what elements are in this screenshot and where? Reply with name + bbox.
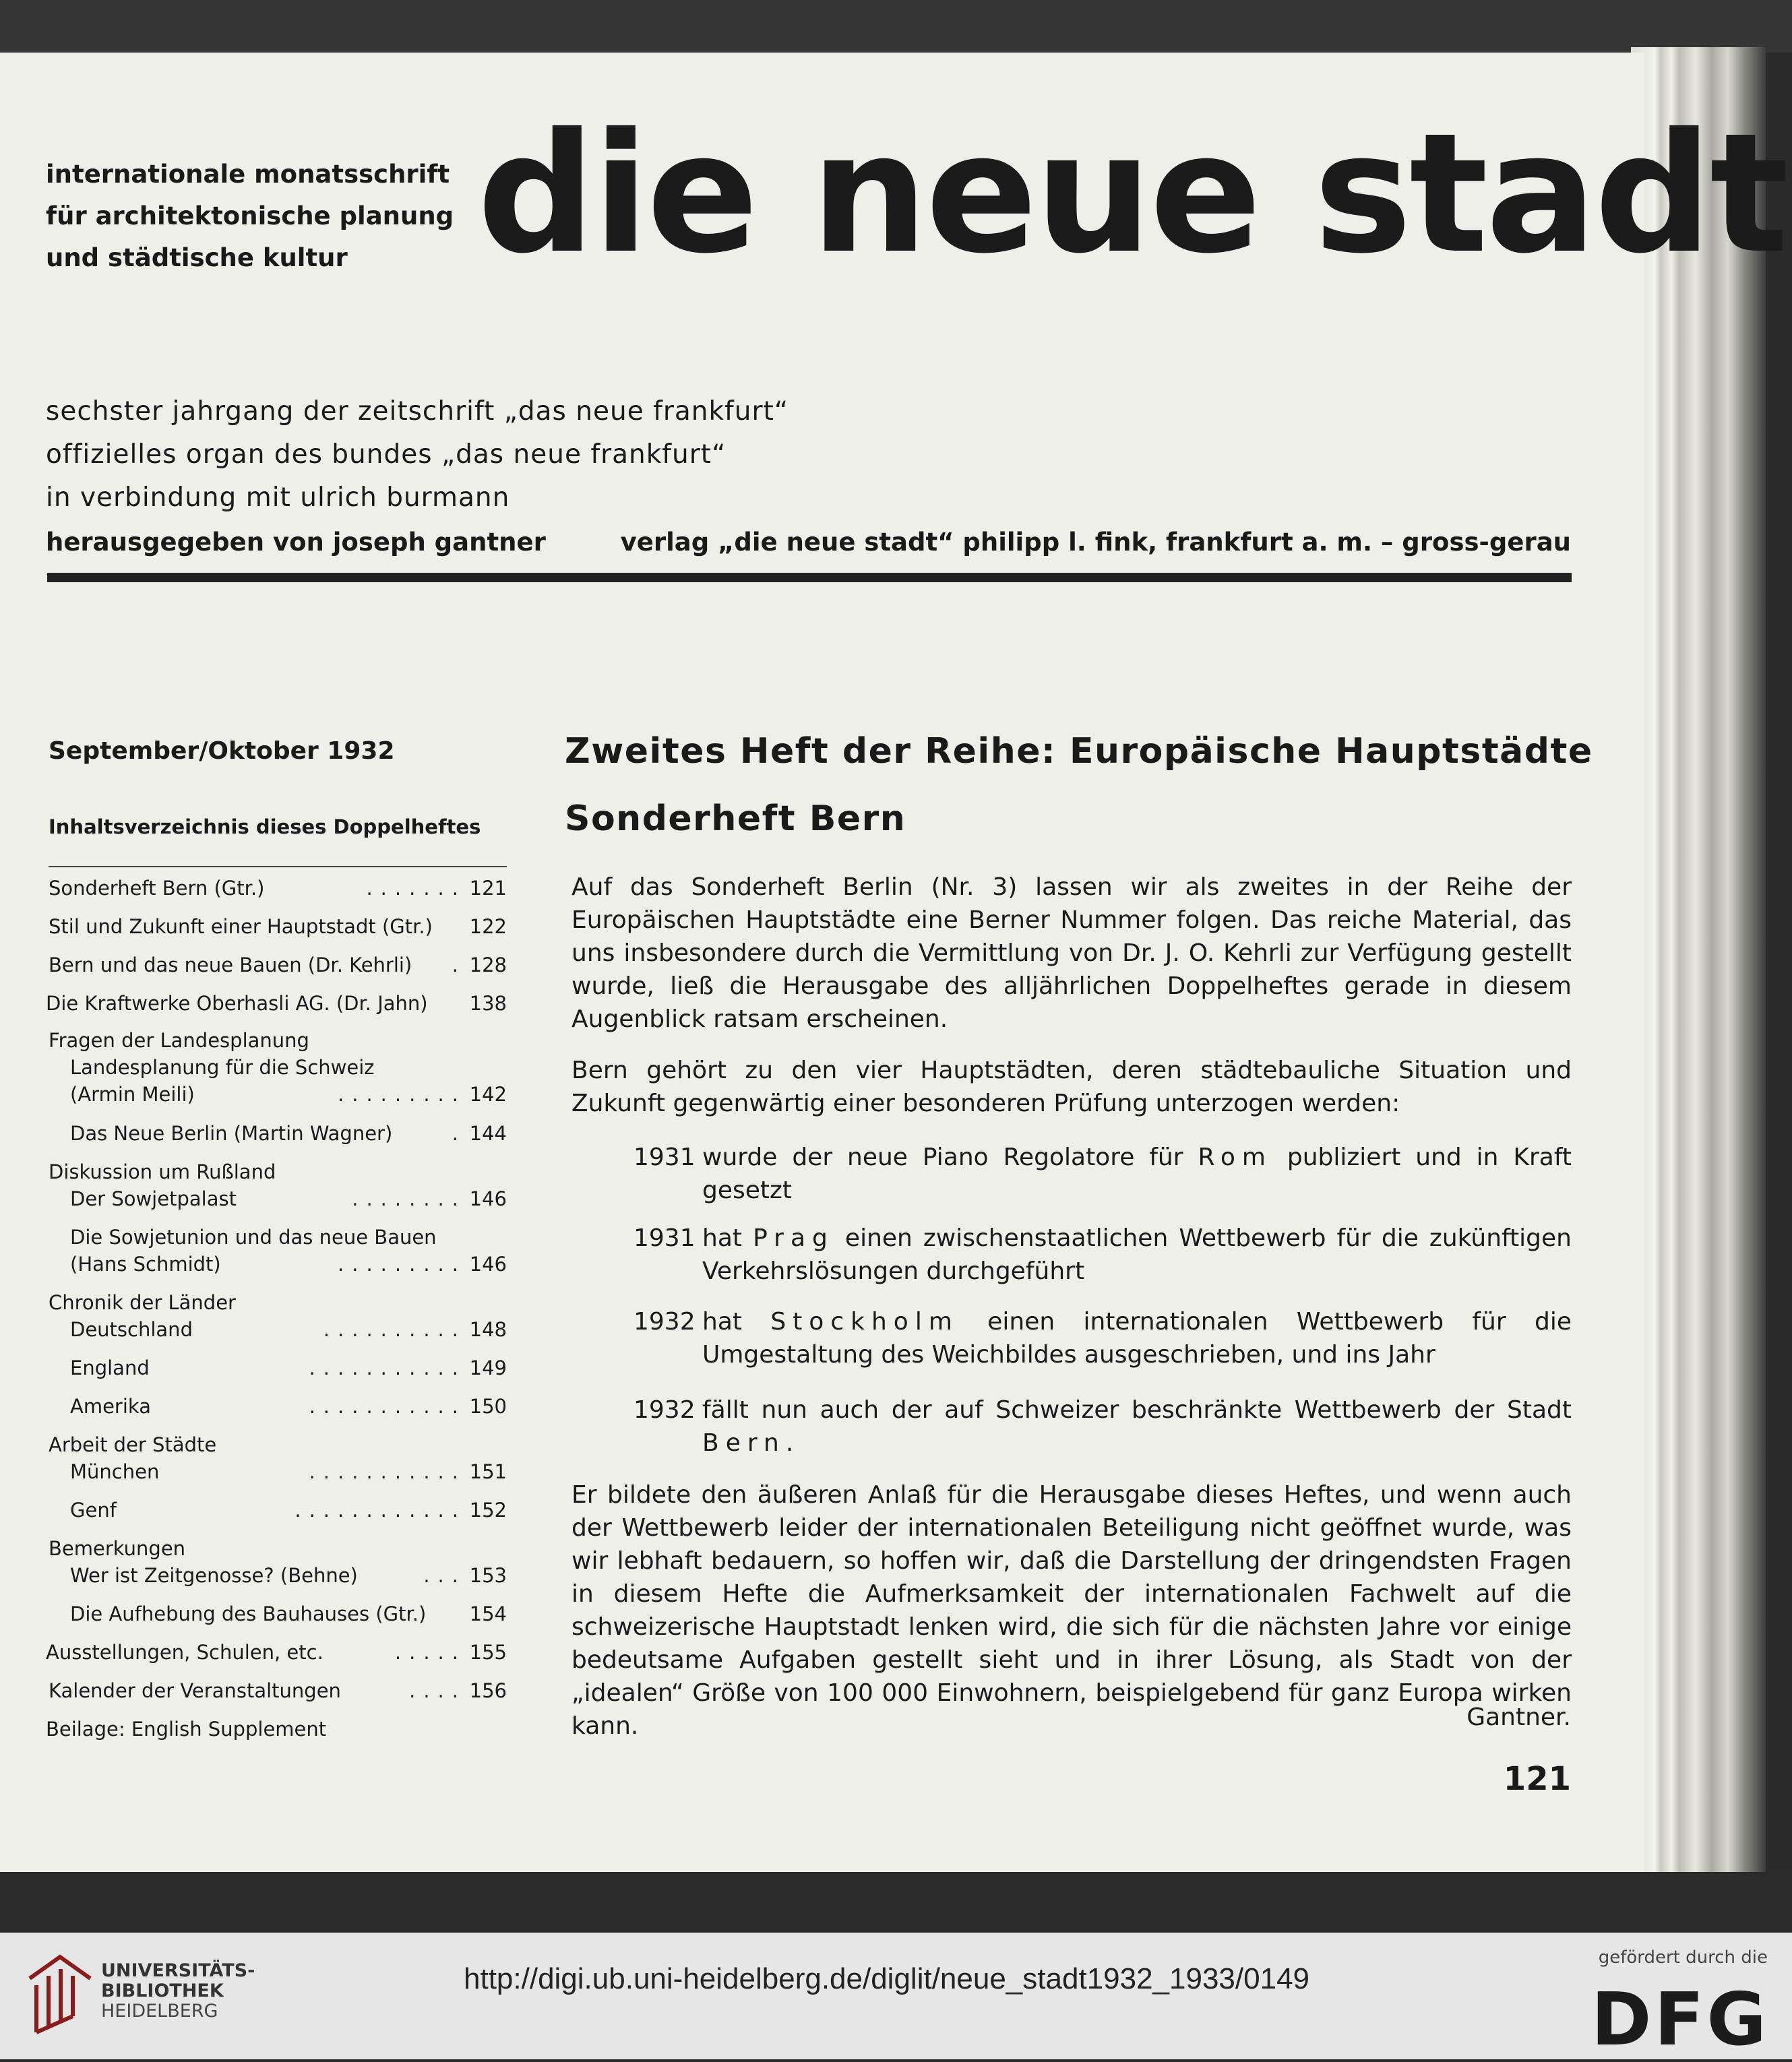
- timeline-item: 1932 hat Stockholm einen internationalen Wettbewerb für die Umgestaltung des Weichbildes ausgeschrieben, und ins Jahr: [634, 1305, 1572, 1371]
- article-paragraph: Bern gehört zu den vier Hauptstädten, deren städtebauliche Situation und Zukunft gegenwärtig einer besonderen Prüfung unterzogen werden:: [571, 1057, 1572, 1117]
- permalink-url[interactable]: http://digi.ub.uni-heidelberg.de/diglit/neue_stadt1932_1933/0149: [464, 1962, 1310, 1995]
- university-library-name: UNIVERSITÄTS- BIBLIOTHEK HEIDELBERG: [101, 1960, 255, 2022]
- subtitle-line: und städtische kultur: [46, 243, 348, 272]
- scan-background-bottom: [0, 1872, 1792, 1933]
- page-number: 121: [1503, 1760, 1571, 1798]
- subtitle-line: internationale monatsschrift: [46, 160, 450, 189]
- info-line: sechster jahrgang der zeitschrift „das neue frankfurt“: [46, 396, 789, 427]
- publisher-line: verlag „die neue stadt“ philipp l. fink, frankfurt a. m. – gross-gerau: [620, 528, 1571, 557]
- dfg-logo: DFG: [1590, 1978, 1769, 2062]
- university-library-logo-icon: [23, 1951, 97, 2038]
- funding-label: gefördert durch die: [1598, 1947, 1768, 1968]
- book-page-edges: [1631, 47, 1766, 1880]
- scan-background-top: [0, 0, 1792, 53]
- info-line: offizielles organ des bundes „das neue frankfurt“: [46, 439, 727, 470]
- viewer-footer: [0, 1933, 1792, 2059]
- city-name: Rom: [1198, 1144, 1272, 1171]
- timeline-year: 1931: [634, 1144, 696, 1171]
- timeline-year: 1932: [634, 1396, 696, 1424]
- subtitle-line: für architektonische planung: [46, 201, 454, 230]
- toc-divider: [49, 866, 507, 867]
- article-title: Zweites Heft der Reihe: Europäische Hauptstädte: [565, 731, 1593, 772]
- magazine-subtitle: [46, 154, 454, 279]
- timeline-item: 1931 hat Prag einen zwischenstaatlichen Wettbewerb für die zukünftigen Verkehrslösungen durchgeführt: [634, 1222, 1572, 1288]
- editor-line: herausgegeben von joseph gantner: [46, 528, 546, 557]
- timeline-item: 1932 fällt nun auch der auf Schweizer beschränkte Wettbewerb der Stadt Bern.: [634, 1394, 1572, 1460]
- issue-date: September/Oktober 1932: [49, 737, 395, 765]
- city-name: Stockholm: [770, 1308, 959, 1336]
- article-paragraph: Auf das Sonderheft Berlin (Nr. 3) lassen wir als zweites in der Reihe der Europäischen Hauptstädte eine Berner Nummer folgen. Das reiche Material, das uns insbesondere durch die Vermittlung von Dr. J. O. Kehrli zur Verfügung gestellt wurde, ließ die Herausgabe des alljährlichen Doppelheftes gerade in diesem Augenblick ratsam erscheinen.: [571, 873, 1572, 1033]
- article-paragraph: Er bildete den äußeren Anlaß für die Herausgabe dieses Heftes, und wenn auch der Wettbewerb leider der internationalen Beteiligung nicht geöffnet wurde, was wir lebhaft bedauern, so hoffen wir, daß die Darstellung der dringendsten Fragen in diesem Hefte die Aufmerksamkeit der internationalen Fachwelt auf die schweizerische Hauptstadt lenken wird, die sich für die nächsten Jahre vor einige bedeutsame Aufgaben gestellt sieht und in ihrer Lösung, als Stadt von der „idealen“ Größe von 100 000 Einwohnern, beispielgebend für ganz Europa wirken kann.: [571, 1481, 1572, 1740]
- city-name: Bern.: [702, 1429, 801, 1457]
- info-line: in verbindung mit ulrich burmann: [46, 482, 510, 513]
- toc-heading: Inhaltsverzeichnis dieses Doppelheftes: [49, 815, 481, 838]
- timeline-year: 1932: [634, 1308, 696, 1336]
- timeline-year: 1931: [634, 1224, 696, 1252]
- header-rule: [47, 573, 1572, 582]
- author-signature: Gantner.: [1466, 1704, 1571, 1731]
- city-name: Prag: [753, 1224, 834, 1252]
- article-subtitle: Sonderheft Bern: [565, 799, 906, 839]
- timeline-item: 1931 wurde der neue Piano Regolatore für Rom publiziert und in Kraft gesetzt: [634, 1141, 1572, 1207]
- masthead-title: die neue stadt: [477, 98, 1787, 290]
